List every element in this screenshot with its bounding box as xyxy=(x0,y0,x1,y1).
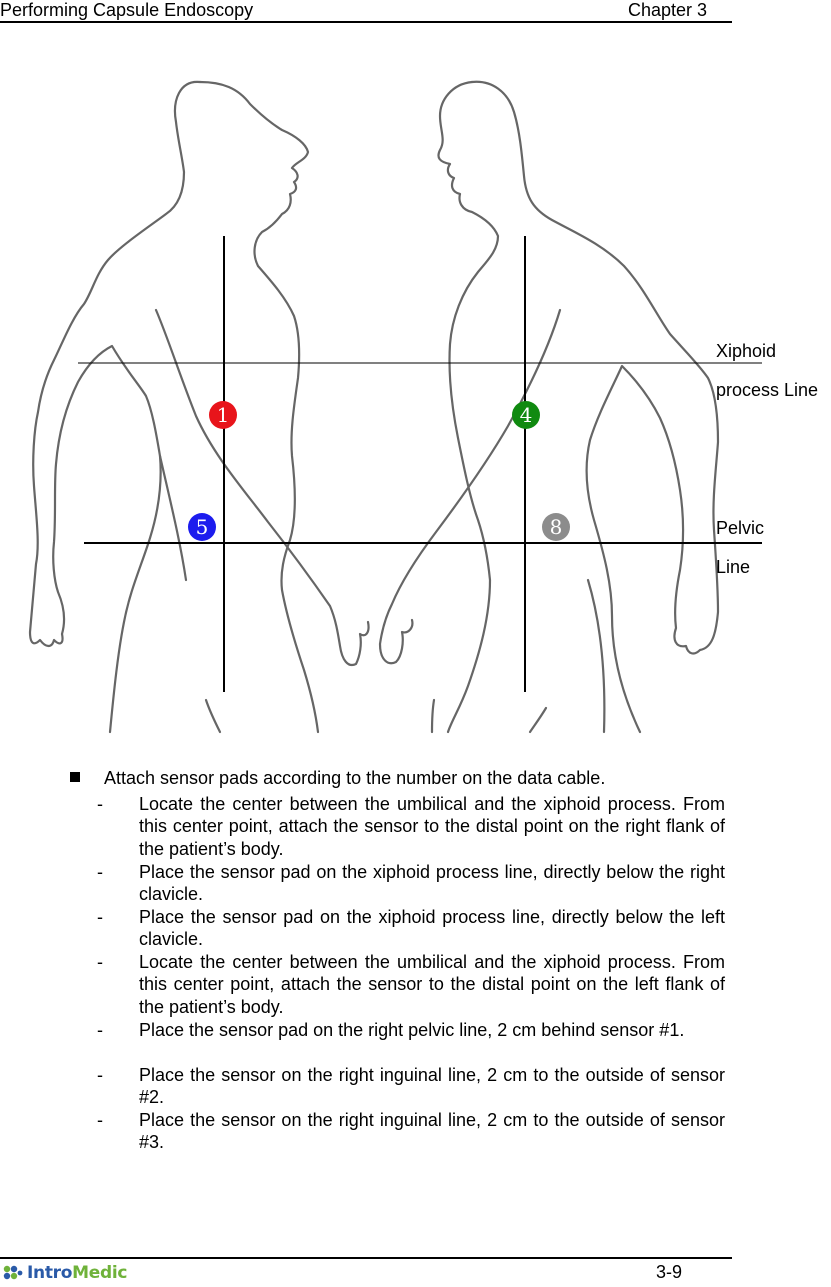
page-number: 3-9 xyxy=(656,1262,683,1282)
page-header-chapter: Chapter 3 xyxy=(628,0,708,20)
sensor-marker-4: 4 xyxy=(512,401,540,429)
square-bullet-icon xyxy=(70,772,80,782)
step-text: Place the sensor on the right inguinal line, 2 cm to the outside of sensor #2. xyxy=(139,1065,725,1108)
step-text: Place the sensor on the right inguinal line, 2 cm to the outside of sensor #3. xyxy=(139,1110,725,1153)
sensor-marker-5: 5 xyxy=(188,513,216,541)
right-figure-outline xyxy=(472,82,718,732)
logo-text: IntroMedic xyxy=(27,1263,128,1283)
step-text: Place the sensor pad on the right pelvic line, 2 cm behind sensor #1. xyxy=(139,1020,685,1040)
left-figure-outline xyxy=(30,82,200,732)
step-dash: - xyxy=(97,1065,103,1085)
sensor-placement-figure xyxy=(0,60,831,740)
step-dash: - xyxy=(97,794,103,814)
step-dash: - xyxy=(97,1020,103,1040)
footer-divider xyxy=(0,1257,732,1259)
pelvic-label-line2: Line xyxy=(716,557,751,577)
step-text: Locate the center between the umbilical and the xiphoid process. From this center point, attach the sensor to the distal point on the right flank of the patient’s body. xyxy=(139,794,725,859)
step-dash: - xyxy=(97,862,103,882)
step-text: Locate the center between the umbilical and the xiphoid process. From this center point, attach the sensor to the distal point on the left flank of the patient’s body. xyxy=(139,952,725,1017)
pelvic-label-line1: Pelvic xyxy=(716,518,765,538)
right-figure-front xyxy=(438,82,498,732)
step-dash: - xyxy=(97,1110,103,1130)
page-header-title: Performing Capsule Endoscopy xyxy=(0,0,254,20)
xiphoid-label-line1: Xiphoid xyxy=(716,341,777,361)
step-dash: - xyxy=(97,952,103,972)
intromedic-logo xyxy=(2,1263,127,1283)
step-dash: - xyxy=(97,907,103,927)
header-divider xyxy=(0,21,732,23)
instruction-bullet-text: Attach sensor pads according to the number on the data cable. xyxy=(104,768,606,788)
logo-mark-icon xyxy=(2,1264,24,1282)
sensor-marker-8: 8 xyxy=(542,513,570,541)
xiphoid-label-line2: process Line xyxy=(716,380,819,400)
body-outline-illustration xyxy=(0,60,831,740)
sensor-marker-1: 1 xyxy=(209,401,237,429)
step-text: Place the sensor pad on the xiphoid process line, directly below the right clavicle. xyxy=(139,862,725,905)
step-text: Place the sensor pad on the xiphoid process line, directly below the left clavicle. xyxy=(139,907,725,950)
